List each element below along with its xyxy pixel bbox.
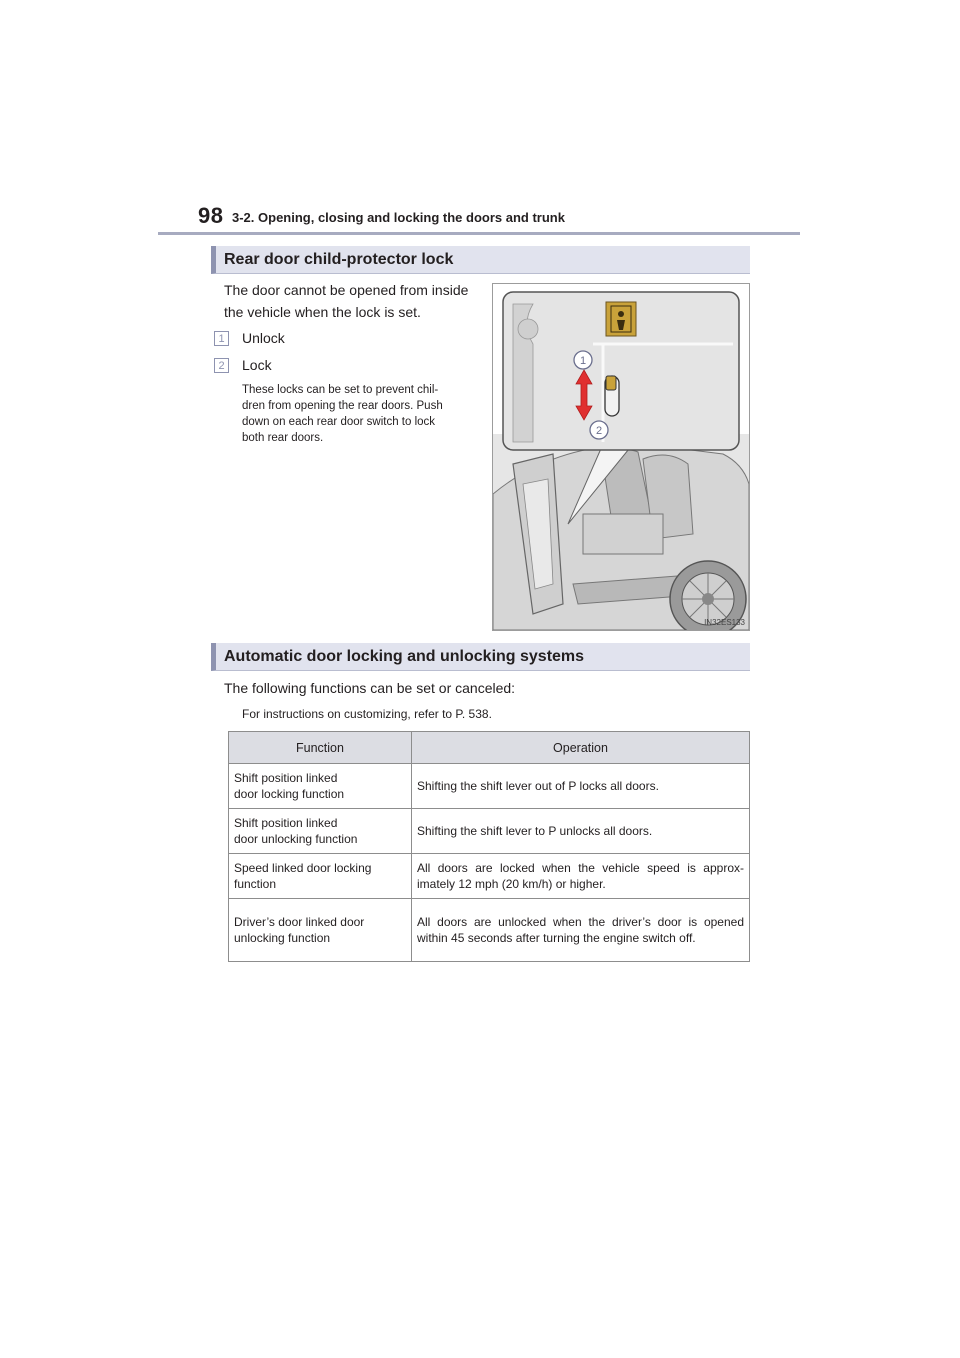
header-rule (158, 232, 800, 235)
child-lock-heading (211, 246, 750, 274)
auto-lock-heading-text: Automatic door locking and unlocking systems (224, 648, 585, 665)
function-line: door unlocking function (234, 832, 358, 846)
item-unlock: Unlock (242, 330, 285, 346)
intro-line-1: The door cannot be opened from inside (224, 282, 469, 298)
function-cell (229, 854, 412, 899)
page-number: 98 (198, 203, 224, 228)
operation-cell: Shifting the shift lever to P unlocks all doors. (412, 809, 750, 854)
callout-1: 1 (579, 355, 587, 367)
function-line: Shift position linked (234, 816, 338, 830)
table-row (229, 899, 750, 962)
note-line: dren from opening the rear doors. Push (242, 400, 443, 412)
operation-cell: All doors are locked when the vehicle speed is approx-imately 12 mph (20 km/h) or higher. (412, 854, 750, 899)
table-header-row (229, 732, 750, 764)
note-line: down on each rear door switch to lock (242, 416, 436, 428)
auto-lock-heading (211, 643, 750, 671)
callout-2: 2 (595, 425, 603, 437)
illustration-code: IN32ES133 (704, 618, 745, 627)
table-row (229, 854, 750, 899)
auto-lock-intro: The following functions can be set or canceled: (224, 680, 516, 696)
function-line: function (234, 877, 277, 891)
note-line: both rear doors. (242, 432, 324, 444)
item-number-2: 2 (214, 358, 229, 373)
function-line: door locking function (234, 787, 345, 801)
child-lock-illustration (492, 283, 750, 631)
header-function: Function (229, 732, 412, 764)
function-cell (229, 764, 412, 809)
item-lock: Lock (242, 357, 272, 373)
header-operation: Operation (412, 732, 750, 764)
function-line: Shift position linked (234, 771, 338, 785)
function-line: Driver’s door linked door (234, 915, 365, 929)
note-line: These locks can be set to prevent chil- (242, 384, 439, 396)
item-number-1: 1 (214, 331, 229, 346)
child-lock-note (242, 382, 480, 446)
table-row (229, 764, 750, 809)
child-lock-intro (224, 279, 468, 323)
operation-cell: Shifting the shift lever out of P locks all doors. (412, 764, 750, 809)
function-cell (229, 809, 412, 854)
operation-cell: All doors are unlocked when the driver’s door is opened within 45 seconds after turning the engine switch off. (412, 899, 750, 962)
function-table (228, 731, 750, 962)
function-line: Speed linked door locking (234, 861, 372, 875)
function-line: unlocking function (234, 931, 331, 945)
intro-line-2: the vehicle when the lock is set. (224, 304, 421, 320)
car-door-illustration (493, 284, 749, 630)
section-title: 3-2. Opening, closing and locking the doors and trunk (232, 210, 565, 225)
child-lock-heading-text: Rear door child-protector lock (224, 251, 454, 268)
auto-lock-note: For instructions on customizing, refer to P. 538. (242, 707, 492, 721)
table-row (229, 809, 750, 854)
function-cell (229, 899, 412, 962)
